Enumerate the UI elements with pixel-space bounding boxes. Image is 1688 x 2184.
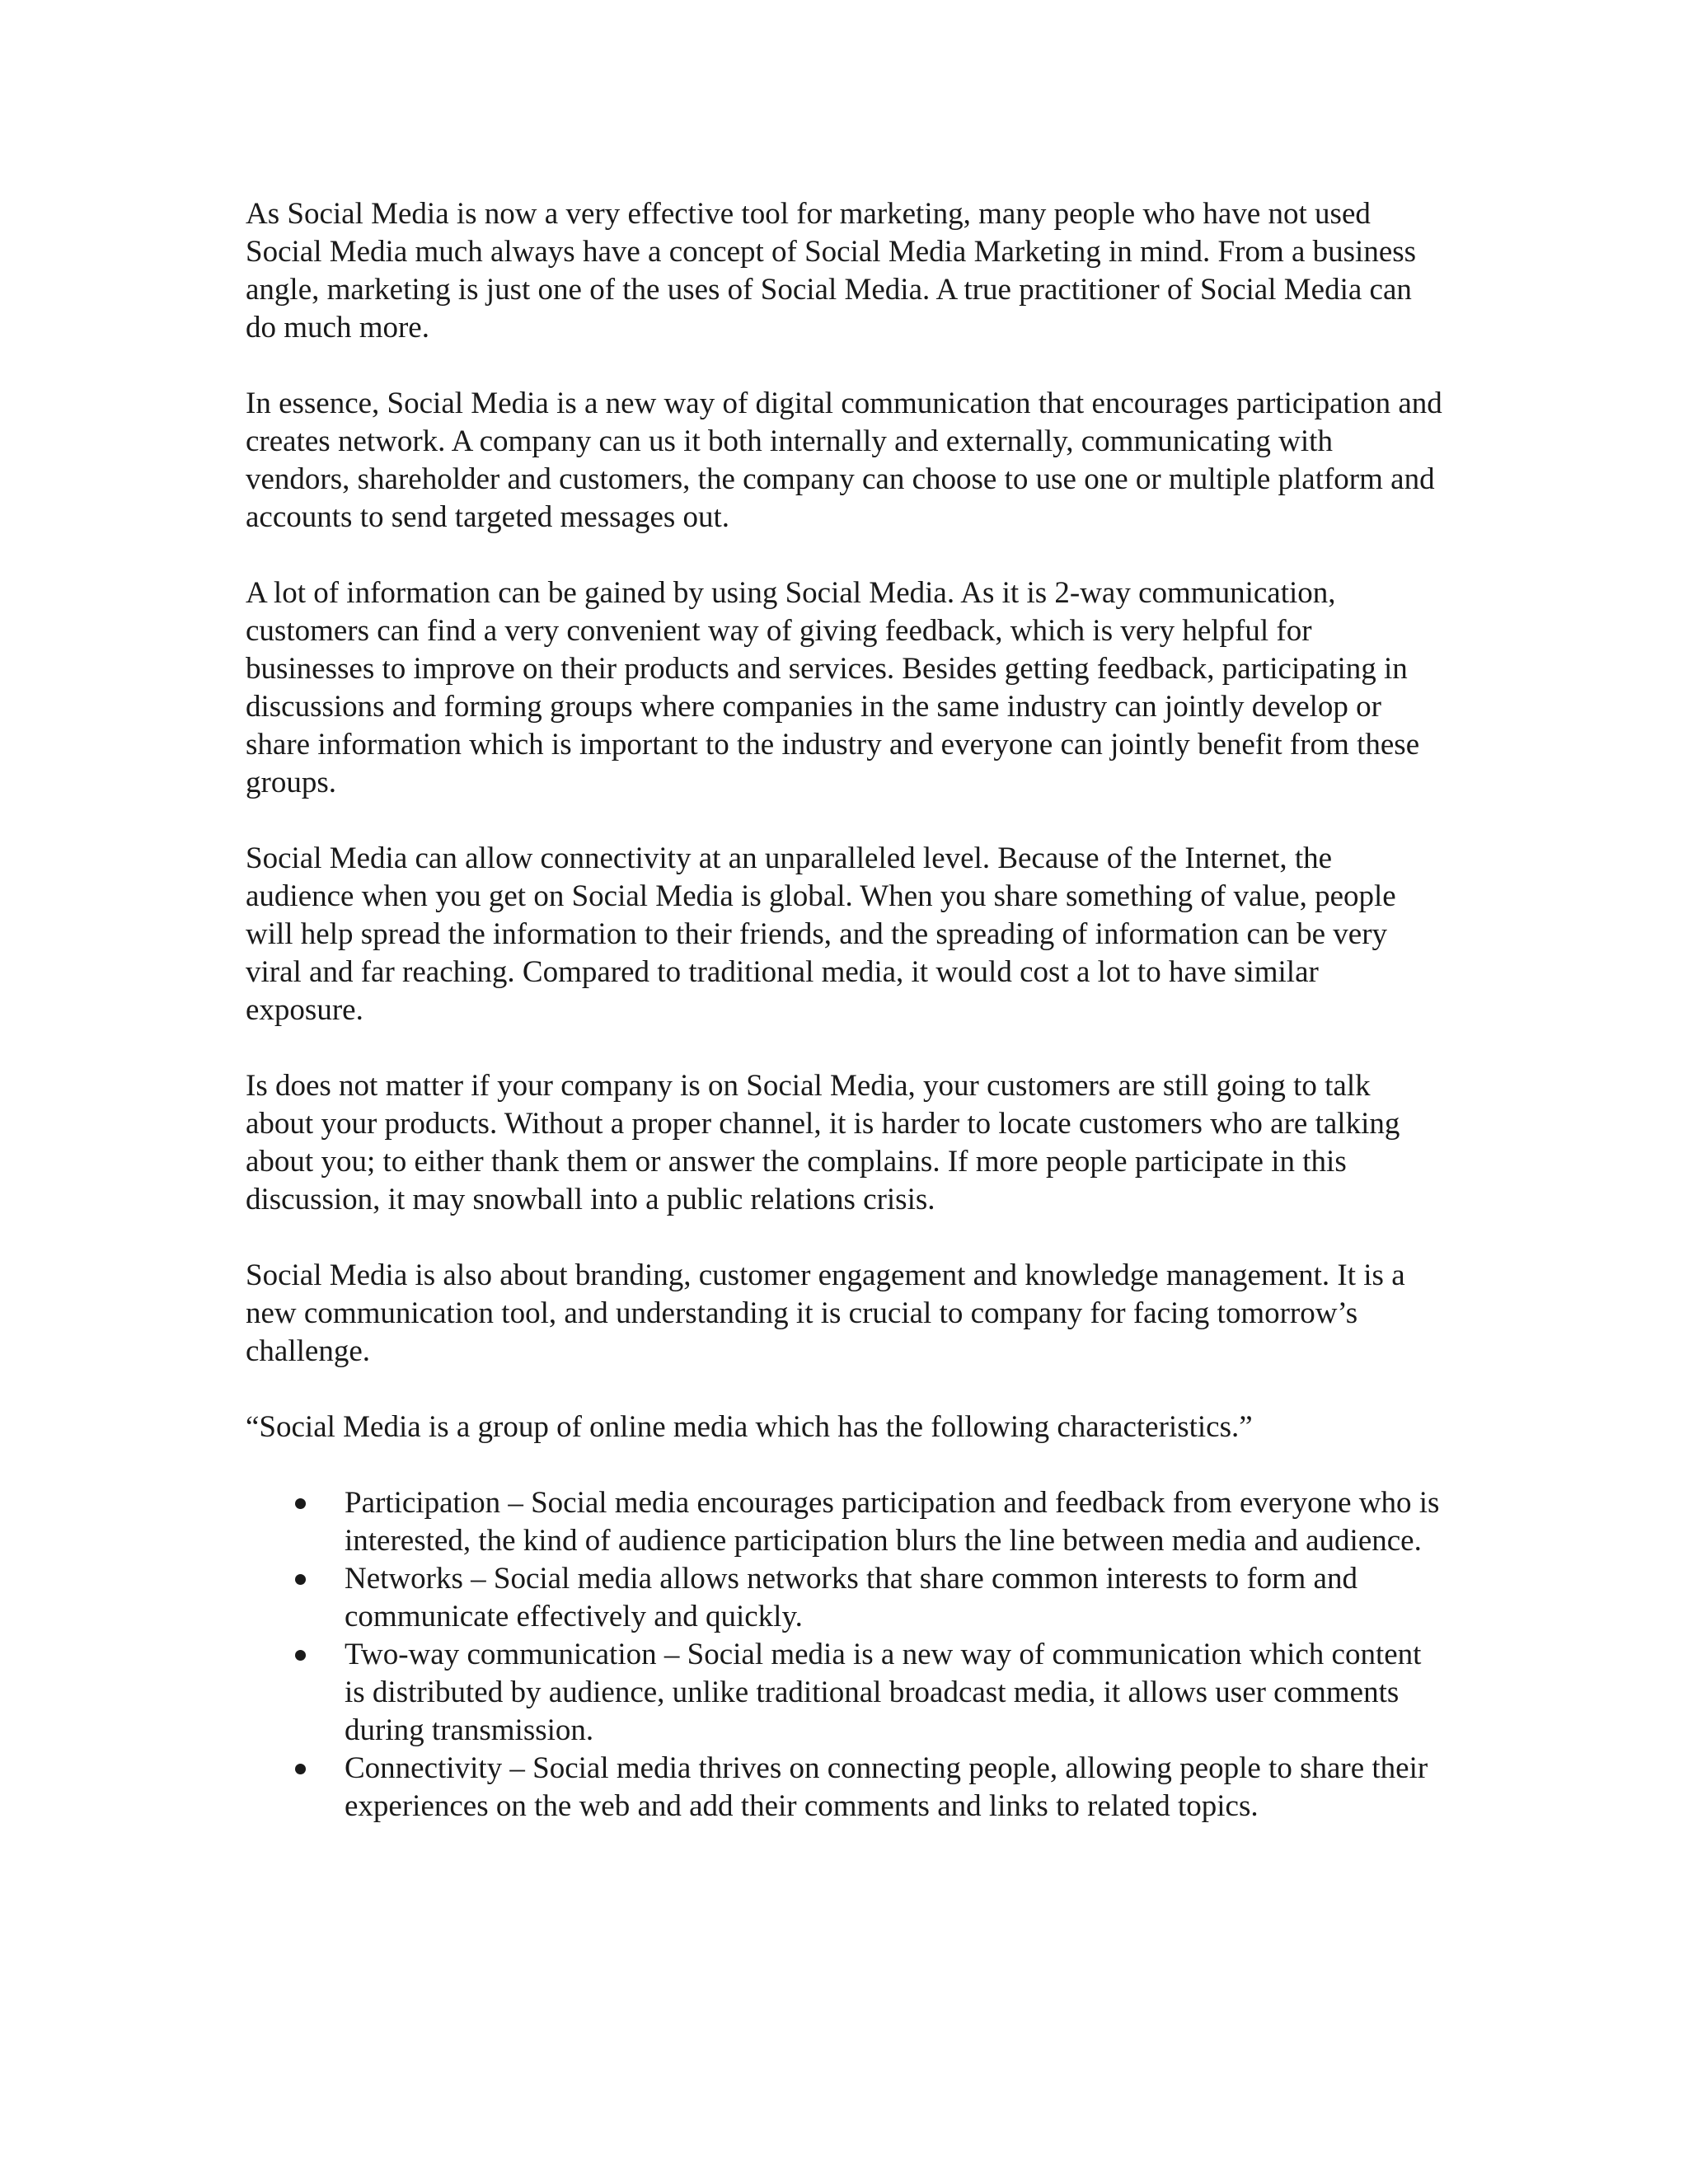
- bullet-icon: [295, 1498, 306, 1509]
- paragraph-1: As Social Media is now a very effective tool for marketing, many people who have not used Social Media much always have a concept of Social Media Marketing in mind. From a business angle, marketing is just one of the uses of Social Media. A true practitioner of Social Media can do much more.: [246, 197, 1417, 344]
- paragraph-3: A lot of information can be gained by using Social Media. As it is 2-way communication, customers can find a very convenient way of giving feedback, which is very helpful for businesses to improve on their products and services. Besides getting feedback, participating in discussions and forming groups where companies in the same industry can jointly develop or share information which is important to the industry and everyone can jointly benefit from these groups.: [246, 576, 1420, 799]
- bullet-icon: [295, 1650, 306, 1661]
- paragraph-2: In essence, Social Media is a new way of digital communication that encourages participation and creates network. A company can us it both internally and externally, communicating with vendors, shareholder and customers, the company can choose to use one or multiple platform and accounts to send targeted messages out.: [246, 387, 1442, 534]
- document-body: [246, 195, 1442, 1825]
- characteristics-list: [246, 1484, 1442, 1825]
- list-item-text: Participation – Social media encourages participation and feedback from everyone who is interested, the kind of audience participation blurs the line between media and audience.: [345, 1486, 1440, 1558]
- list-item-text: Connectivity – Social media thrives on connecting people, allowing people to share their experiences on the web and add their comments and links to related topics.: [345, 1751, 1428, 1823]
- bullet-icon: [295, 1574, 306, 1585]
- paragraph-5: Is does not matter if your company is on Social Media, your customers are still going to talk about your products. Without a proper channel, it is harder to locate customers who are talking about you; to either thank them or answer the complains. If more people participate in this discussion, it may snowball into a public relations crisis.: [246, 1069, 1400, 1216]
- bullet-icon: [295, 1764, 306, 1774]
- paragraph-6: Social Media is also about branding, customer engagement and knowledge management. It is a new communication tool, and understanding it is crucial to company for facing tomorrow’s challenge.: [246, 1258, 1405, 1368]
- list-item: [345, 1560, 1442, 1636]
- paragraph-4: Social Media can allow connectivity at an unparalleled level. Because of the Internet, the audience when you get on Social Media is global. When you share something of value, people will help spread the information to their friends, and the spreading of information can be very viral and far reaching. Compared to traditional media, it would cost a lot to have similar exposure.: [246, 841, 1396, 1027]
- list-item: [345, 1750, 1442, 1825]
- characteristics-intro: “Social Media is a group of online media which has the following characteristics.”: [246, 1410, 1253, 1444]
- list-item: [345, 1484, 1442, 1560]
- list-item-text: Two-way communication – Social media is a new way of communication which content is distributed by audience, unlike traditional broadcast media, it allows user comments during transmission.: [345, 1638, 1422, 1747]
- list-item-text: Networks – Social media allows networks that share common interests to form and communicate effectively and quickly.: [345, 1562, 1357, 1633]
- list-item: [345, 1636, 1442, 1750]
